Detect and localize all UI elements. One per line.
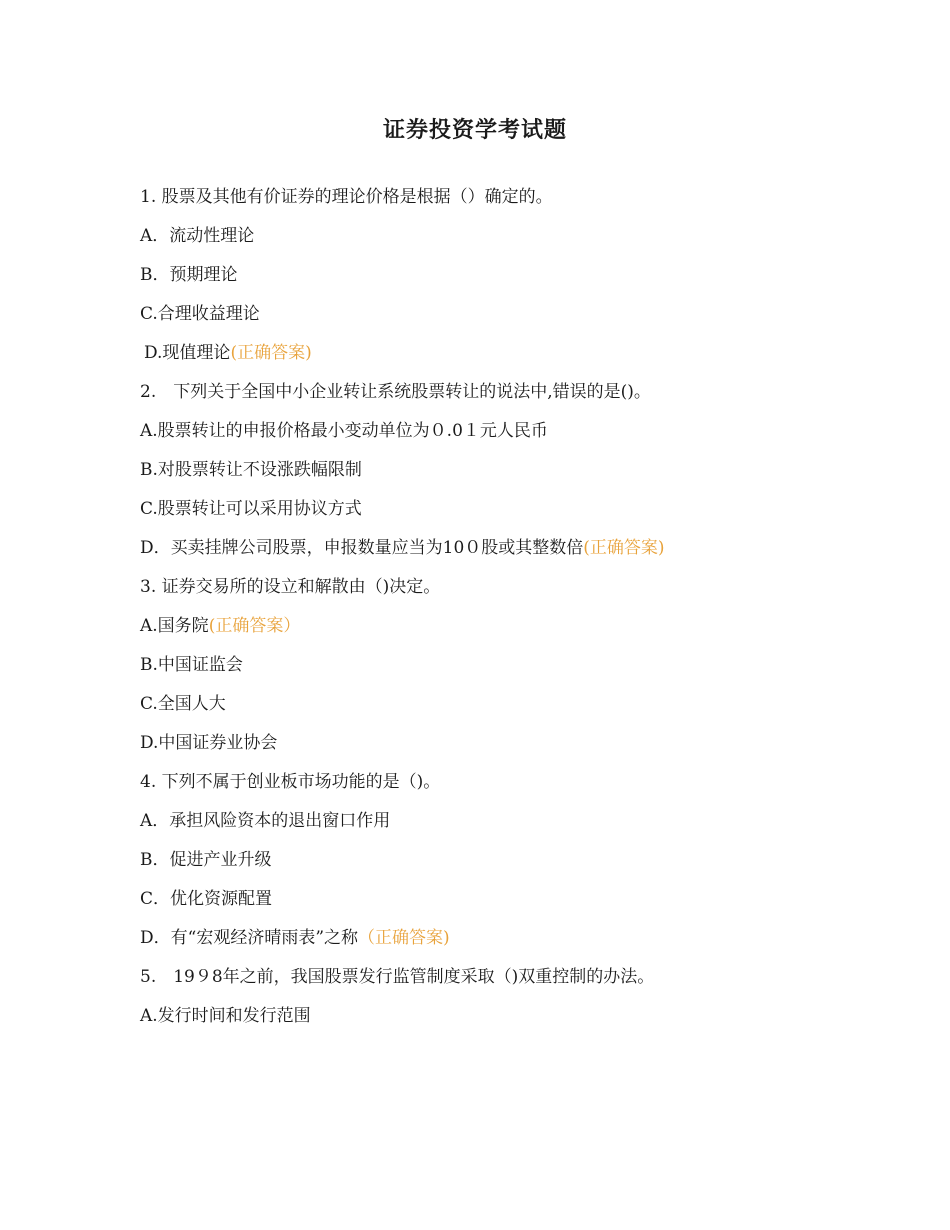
option-b: [140, 457, 900, 483]
question-1: [140, 184, 900, 366]
option-d: [140, 535, 900, 561]
option-d: [140, 925, 900, 951]
option-b: [140, 652, 900, 678]
question-2: [140, 379, 900, 561]
option-text: D．有“宏观经济晴雨表”之称: [140, 928, 359, 948]
option-text: A.股票转让的申报价格最小变动单位为０.0１元人民币: [140, 421, 548, 441]
question-stem: 5. 19９8年之前，我国股票发行监管制度采取（)双重控制的办法。: [140, 967, 655, 987]
option-text: A．流动性理论: [140, 226, 255, 246]
question-5: [140, 964, 900, 1029]
option-text: C．优化资源配置: [140, 889, 273, 909]
question-stem: 3. 证券交易所的设立和解散由（)决定。: [140, 577, 441, 597]
option-text: C.股票转让可以采用协议方式: [140, 499, 362, 519]
option-text: C.全国人大: [140, 694, 226, 714]
question-list: [140, 184, 900, 1042]
option-b: [140, 847, 900, 873]
option-b: [140, 262, 900, 288]
option-text: B.对股票转让不设涨跌幅限制: [140, 460, 362, 480]
option-text: C.合理收益理论: [140, 304, 260, 324]
option-text: D.中国证券业协会: [140, 733, 278, 753]
correct-answer-marker: （正确答案): [358, 928, 450, 948]
option-a: [140, 1003, 900, 1029]
option-text: A．承担风险资本的退出窗口作用: [140, 811, 391, 831]
option-c: [140, 496, 900, 522]
option-text: D.现值理论: [144, 343, 231, 363]
document-title: 证券投资学考试题: [382, 117, 567, 143]
option-d: [140, 730, 900, 756]
question-4: [140, 769, 900, 951]
question-3: [140, 574, 900, 756]
option-text: D．买卖挂牌公司股票，申报数量应当为10０股或其整数倍: [140, 538, 584, 558]
option-text: B．促进产业升级: [140, 850, 272, 870]
option-d: [140, 340, 900, 366]
question-stem: 4. 下列不属于创业板市场功能的是（)。: [140, 772, 441, 792]
option-text: B.中国证监会: [140, 655, 243, 675]
option-a: [140, 418, 900, 444]
question-stem: 2. 下列关于全国中小企业转让系统股票转让的说法中,错误的是()。: [140, 382, 651, 402]
option-c: [140, 691, 900, 717]
option-c: [140, 886, 900, 912]
option-c: [140, 301, 900, 327]
correct-answer-marker: (正确答案): [583, 538, 665, 558]
option-a: [140, 808, 900, 834]
option-a: [140, 613, 900, 639]
correct-answer-marker: (正确答案）: [208, 616, 301, 636]
option-a: [140, 223, 900, 249]
correct-answer-marker: (正确答案): [230, 343, 312, 363]
question-stem: 1. 股票及其他有价证券的理论价格是根据（）确定的。: [140, 187, 553, 207]
option-text: B．预期理论: [140, 265, 238, 285]
option-text: A.国务院: [140, 616, 209, 636]
option-text: A.发行时间和发行范围: [140, 1006, 311, 1026]
